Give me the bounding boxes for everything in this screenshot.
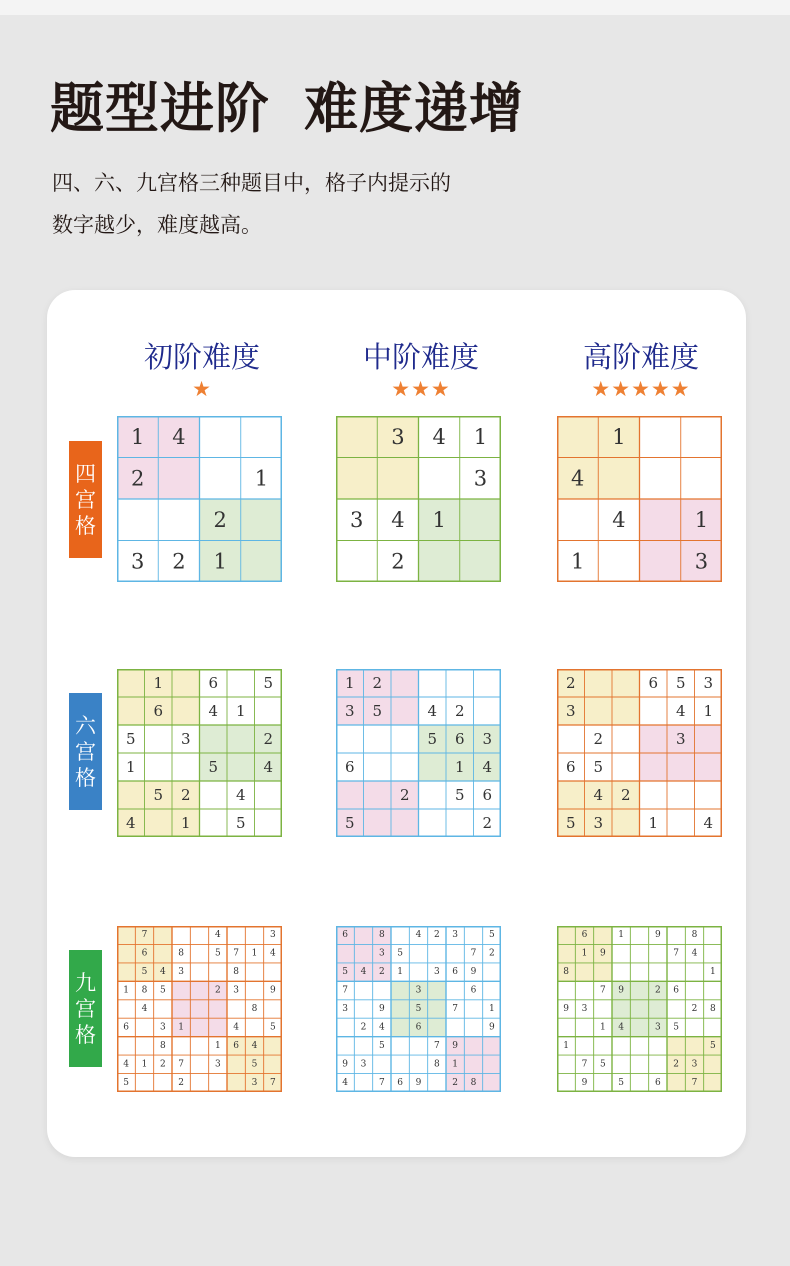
- grid-cell-number: 3: [214, 1059, 221, 1070]
- level-stars-beginner: ★: [192, 377, 212, 401]
- grid-cell-number: 3: [703, 674, 714, 692]
- grid-cell-number: 1: [235, 702, 246, 720]
- sudoku-grid-9x9-intermediate: [336, 926, 501, 1092]
- grid-cell-number: 3: [130, 549, 145, 574]
- grid-cell-number: 3: [342, 1004, 349, 1014]
- grid-cell-number: 6: [153, 702, 164, 720]
- grid-cell-number: 3: [349, 507, 364, 532]
- grid-cell-number: 3: [473, 466, 488, 491]
- grid-cell-number: 8: [159, 1040, 166, 1051]
- grid-cell-number: 2: [130, 466, 145, 491]
- description-line-2: 数字越少，难度越高。: [52, 213, 262, 237]
- level-title-intermediate: 中阶难度: [362, 340, 479, 374]
- grid-cell-number: 3: [344, 702, 355, 720]
- grid-cell-number: 1: [709, 967, 716, 978]
- grid-cell-number: 4: [378, 1022, 385, 1033]
- grid-cell-number: 3: [391, 424, 405, 449]
- grid-cell-number: 2: [620, 786, 631, 804]
- grid-cell-number: 3: [178, 967, 185, 978]
- grid-cell-number: 9: [488, 1022, 495, 1033]
- grid-cell-number: 5: [208, 758, 219, 776]
- grid-cell-number: 5: [159, 985, 166, 996]
- grid-cell-number: 1: [153, 674, 164, 692]
- grid-cell-number: 2: [263, 730, 274, 748]
- grid-cell-number: 6: [233, 1040, 240, 1051]
- grid-cell-number: 6: [342, 930, 349, 941]
- grid-cell-number: 8: [691, 930, 698, 941]
- headline-part2: 难度递增: [304, 77, 524, 140]
- grid-cell-number: 6: [415, 1022, 422, 1033]
- grid-cell-number: 4: [123, 1059, 130, 1070]
- grid-cell-number: 1: [397, 967, 404, 978]
- grid-cell-number: 6: [123, 1022, 130, 1033]
- grid-cell-number: 4: [432, 424, 446, 449]
- grid-cell-number: 5: [427, 730, 438, 748]
- grid-cell-number: 4: [618, 1022, 625, 1033]
- grid-cell-number: 3: [565, 702, 576, 720]
- grid-cell-number: 8: [563, 967, 570, 978]
- grid-cell-number: 3: [378, 948, 385, 959]
- grid-cell-number: 1: [432, 507, 446, 532]
- sudoku-grid-4x4-advanced: [557, 416, 722, 582]
- sudoku-grid-6x6-beginner: [117, 669, 282, 837]
- grid-cell-number: 2: [172, 549, 186, 574]
- grid-cell-number: 2: [178, 1077, 185, 1088]
- row-tag-6x6-label: 六宫格: [74, 713, 96, 790]
- grid-cell-number: 2: [399, 786, 410, 804]
- grid-cell-number: 5: [599, 1059, 606, 1070]
- grid-cell-number: 1: [214, 1040, 221, 1051]
- level-title-beginner: 初阶难度: [143, 340, 260, 374]
- grid-cell-number: 3: [433, 967, 440, 978]
- grid-cell-number: 1: [213, 549, 227, 574]
- grid-cell-number: 5: [397, 948, 404, 959]
- row-tag-9x9-label: 九宫格: [74, 970, 96, 1047]
- grid-cell-number: 2: [213, 507, 227, 532]
- grid-cell-number: 4: [427, 702, 438, 720]
- grid-cell-number: 3: [452, 930, 459, 941]
- grid-cell-number: 9: [654, 930, 661, 941]
- grid-cell-number: 5: [235, 814, 246, 832]
- grid-cell-number: 1: [599, 1022, 606, 1033]
- grid-cell-number: 5: [454, 786, 465, 804]
- grid-cell-number: 5: [673, 1022, 680, 1033]
- grid-cell-number: 6: [452, 967, 459, 978]
- sudoku-grid-6x6-advanced: [557, 669, 722, 837]
- grid-cell-number: 1: [648, 814, 659, 832]
- grid-cell-number: 3: [360, 1059, 367, 1070]
- sudoku-grid-9x9-advanced: [557, 926, 722, 1092]
- grid-cell-number: 1: [612, 424, 626, 449]
- grid-cell-number: 5: [593, 758, 604, 776]
- grid-cell-number: 6: [208, 674, 219, 692]
- grid-cell-number: 7: [233, 948, 240, 959]
- grid-cell-number: 5: [263, 674, 274, 692]
- grid-cell-number: 8: [470, 1077, 477, 1088]
- grid-cell-number: 8: [233, 967, 240, 978]
- grid-cell-number: 7: [470, 948, 477, 959]
- grid-cell-number: 6: [654, 1077, 661, 1088]
- grid-cell-number: 2: [372, 674, 383, 692]
- grid-cell-number: 4: [208, 702, 219, 720]
- grid-cell-number: 5: [123, 1077, 130, 1088]
- grid-cell-number: 5: [488, 930, 495, 941]
- grid-cell-number: 9: [470, 967, 477, 978]
- grid-cell-number: 4: [703, 814, 714, 832]
- grid-cell-number: 7: [141, 930, 148, 941]
- grid-cell-number: 1: [581, 948, 588, 959]
- grid-cell-number: 4: [482, 758, 493, 776]
- grid-cell-number: 4: [269, 948, 276, 959]
- grid-cell-number: 1: [178, 1022, 185, 1033]
- grid-cell-number: 4: [691, 948, 698, 959]
- grid-cell-number: 7: [269, 1077, 276, 1088]
- grid-cell-number: 8: [433, 1059, 440, 1070]
- grid-cell-number: 5: [372, 702, 383, 720]
- sudoku-grid-4x4-intermediate: [336, 416, 501, 582]
- row-tag-4x4: [69, 441, 102, 558]
- grid-cell-number: 7: [673, 948, 680, 959]
- grid-cell-number: 6: [581, 930, 588, 941]
- level-stars-advanced: ★★★★★: [591, 377, 691, 401]
- grid-cell-number: 5: [153, 786, 164, 804]
- top-strip: [0, 0, 790, 15]
- grid-cell-number: 1: [454, 758, 465, 776]
- grid-cell-number: 3: [180, 730, 191, 748]
- row-tag-9x9: [69, 950, 102, 1067]
- grid-cell-number: 5: [618, 1077, 625, 1088]
- grid-cell-number: 3: [159, 1022, 166, 1033]
- grid-cell-number: 4: [214, 930, 221, 941]
- grid-cell-number: 9: [269, 985, 276, 996]
- grid-cell-number: 6: [673, 985, 680, 996]
- grid-cell-number: 9: [563, 1004, 570, 1014]
- headline-part1: 题型进阶: [50, 77, 270, 140]
- grid-cell-number: 5: [269, 1022, 276, 1033]
- grid-cell-number: 9: [618, 985, 625, 996]
- grid-cell-number: 4: [141, 1004, 148, 1014]
- sudoku-grid-6x6-intermediate: [336, 669, 501, 837]
- grid-cell-number: 3: [593, 814, 604, 832]
- grid-cell-number: 7: [178, 1059, 185, 1070]
- grid-cell-number: 6: [648, 674, 659, 692]
- grid-cell-number: 2: [488, 948, 495, 959]
- grid-cell-number: 4: [159, 967, 166, 978]
- grid-cell-number: 6: [141, 948, 148, 959]
- grid-cell-number: 6: [454, 730, 465, 748]
- grid-cell-number: 2: [360, 1022, 367, 1033]
- grid-cell-number: 1: [618, 930, 625, 941]
- grid-cell-number: 2: [565, 674, 576, 692]
- grid-cell-number: 1: [130, 424, 145, 449]
- grid-cell-number: 2: [378, 967, 385, 978]
- grid-cell-number: 3: [251, 1077, 258, 1088]
- grid-cell-number: 4: [342, 1077, 349, 1088]
- description-line-1: 四、六、九宫格三种题目中，格子内提示的: [52, 171, 451, 195]
- grid-cell-number: 8: [178, 948, 185, 959]
- grid-cell-number: 3: [691, 1059, 698, 1070]
- grid-cell-number: 3: [269, 930, 276, 941]
- grid-cell-number: 2: [454, 702, 465, 720]
- grid-cell-number: 2: [673, 1059, 680, 1070]
- grid-cell-number: 3: [415, 985, 422, 996]
- grid-cell-number: 3: [482, 730, 493, 748]
- grid-cell-number: 8: [709, 1004, 716, 1014]
- grid-cell-number: 4: [251, 1040, 258, 1051]
- row-tag-6x6: [69, 693, 102, 810]
- grid-cell-number: 8: [378, 930, 385, 941]
- row-tag-4x4-label: 四宫格: [74, 461, 96, 538]
- grid-cell-number: 1: [125, 758, 136, 776]
- sudoku-grid-4x4-beginner: [117, 416, 282, 582]
- description: [52, 162, 572, 246]
- grid-cell-number: 4: [675, 702, 686, 720]
- grid-cell-number: 5: [251, 1059, 258, 1070]
- grid-cell-number: 4: [125, 814, 136, 832]
- grid-cell-number: 5: [344, 814, 355, 832]
- grid-cell-number: 1: [563, 1040, 570, 1051]
- grid-cell-number: 4: [593, 786, 604, 804]
- grid-cell-number: 2: [159, 1059, 166, 1070]
- grid-cell-number: 1: [344, 674, 355, 692]
- grid-cell-number: 5: [214, 948, 221, 959]
- grid-cell-number: 4: [263, 758, 274, 776]
- grid-cell-number: 9: [342, 1059, 349, 1070]
- grid-cell-number: 5: [141, 967, 148, 978]
- grid-cell-number: 1: [452, 1059, 459, 1070]
- grid-cell-number: 2: [452, 1077, 459, 1088]
- grid-cell-number: 2: [391, 549, 405, 574]
- grid-cell-number: 1: [251, 948, 258, 959]
- grid-cell-number: 9: [378, 1004, 385, 1014]
- page-headline: [50, 74, 524, 144]
- grid-cell-number: 5: [415, 1004, 422, 1014]
- grid-cell-number: 3: [654, 1022, 661, 1033]
- grid-cell-number: 8: [251, 1004, 258, 1014]
- grid-cell-number: 5: [565, 814, 576, 832]
- grid-cell-number: 2: [654, 985, 661, 996]
- level-stars-intermediate: ★★★: [391, 377, 451, 401]
- grid-cell-number: 2: [214, 985, 221, 996]
- grid-cell-number: 5: [342, 967, 349, 978]
- grid-cell-number: 9: [581, 1077, 588, 1088]
- grid-cell-number: 6: [470, 985, 477, 996]
- grid-cell-number: 2: [691, 1004, 698, 1014]
- grid-cell-number: 6: [482, 786, 493, 804]
- grid-cell-number: 5: [675, 674, 686, 692]
- grid-cell-number: 7: [581, 1059, 588, 1070]
- grid-cell-number: 1: [488, 1004, 495, 1014]
- grid-cell-number: 7: [342, 985, 349, 996]
- grid-cell-number: 2: [593, 730, 604, 748]
- grid-cell-number: 1: [703, 702, 714, 720]
- grid-cell-number: 5: [125, 730, 136, 748]
- grid-cell-number: 4: [360, 967, 367, 978]
- grid-cell-number: 9: [599, 948, 606, 959]
- grid-cell-number: 7: [378, 1077, 385, 1088]
- grid-cell-number: 3: [233, 985, 240, 996]
- grid-cell-number: 1: [141, 1059, 148, 1070]
- grid-cell-number: 5: [378, 1040, 385, 1051]
- grid-cell-number: 1: [694, 507, 709, 532]
- grid-cell-number: 4: [235, 786, 246, 804]
- grid-cell-number: 6: [344, 758, 355, 776]
- grid-cell-number: 8: [141, 985, 148, 996]
- level-title-advanced: 高阶难度: [582, 340, 699, 374]
- grid-cell-number: 3: [675, 730, 686, 748]
- grid-cell-number: 6: [565, 758, 576, 776]
- grid-cell-number: 9: [415, 1077, 422, 1088]
- grid-cell-number: 9: [452, 1040, 459, 1051]
- grid-cell-number: 4: [612, 507, 626, 532]
- grid-cell-number: 2: [433, 930, 440, 941]
- grid-cell-number: 3: [694, 549, 709, 574]
- grid-cell-number: 7: [691, 1077, 698, 1088]
- grid-cell-number: 1: [123, 985, 130, 996]
- grid-cell-number: 2: [180, 786, 191, 804]
- sudoku-grid-9x9-beginner: [117, 926, 282, 1092]
- grid-cell-number: 1: [473, 424, 488, 449]
- grid-cell-number: 2: [482, 814, 493, 832]
- grid-cell-number: 4: [233, 1022, 240, 1033]
- grid-cell-number: 1: [254, 466, 269, 491]
- grid-cell-number: 5: [709, 1040, 716, 1051]
- grid-cell-number: 7: [433, 1040, 440, 1051]
- grid-cell-number: 4: [391, 507, 405, 532]
- grid-cell-number: 6: [397, 1077, 404, 1088]
- grid-cell-number: 4: [172, 424, 186, 449]
- grid-cell-number: 1: [570, 549, 585, 574]
- grid-cell-number: 1: [180, 814, 191, 832]
- grid-cell-number: 7: [599, 985, 606, 996]
- grid-cell-number: 3: [581, 1004, 588, 1014]
- grid-cell-number: 7: [452, 1004, 459, 1014]
- grid-cell-number: 4: [415, 930, 422, 941]
- grid-cell-number: 4: [570, 466, 585, 491]
